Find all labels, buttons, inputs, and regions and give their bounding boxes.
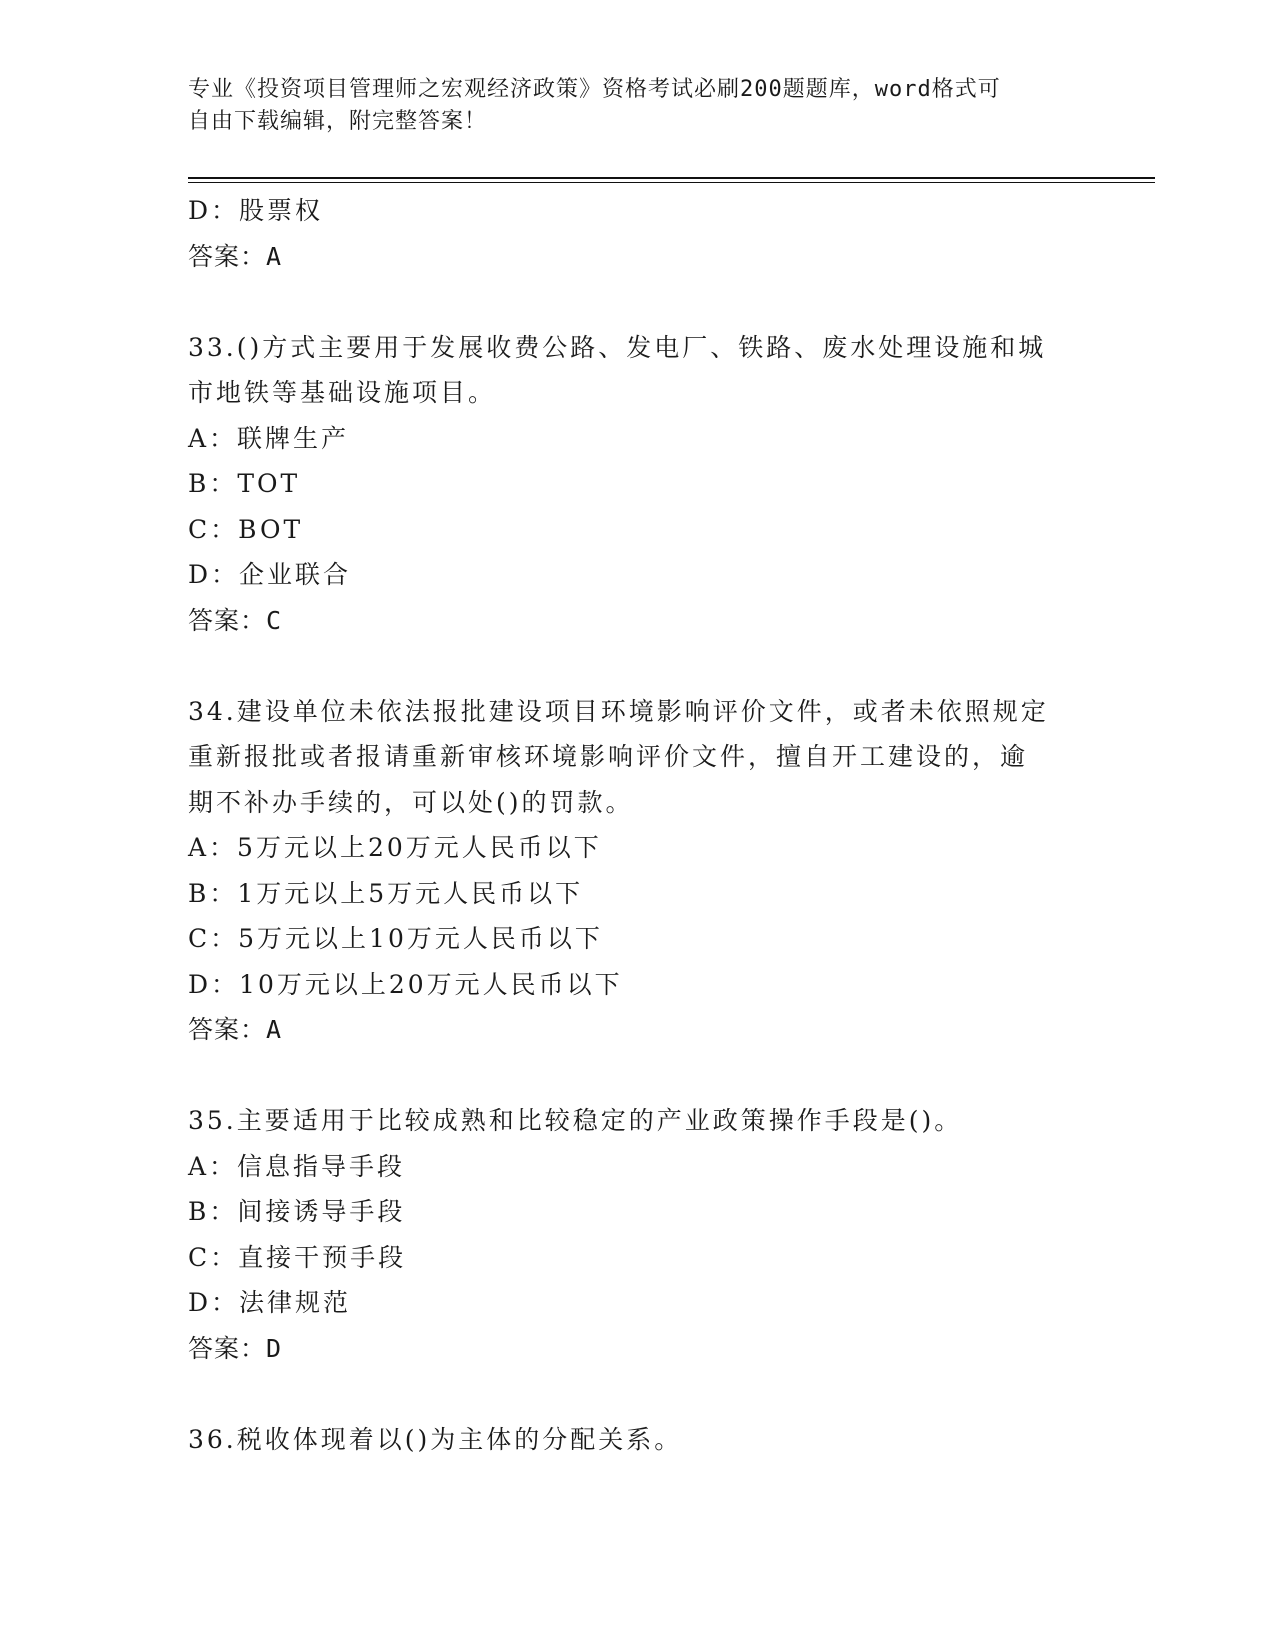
option-c: C：直接干预手段 [188,1242,407,1272]
document-header [188,74,1068,138]
spacer [188,279,1088,325]
option-a: A：信息指导手段 [188,1151,406,1181]
question-stem: 36.税收体现着以()为主体的分配关系。 [188,1424,683,1454]
question-content [188,188,1088,1462]
question-stem: 市地铁等基础设施项目。 [188,378,497,407]
answer: 答案：A [188,241,283,271]
spacer [188,1371,1088,1417]
header-rule-thin [188,182,1155,183]
answer: 答案：A [188,1015,283,1044]
option-c: C：5万元以上10万元人民币以下 [188,924,603,953]
question-stem: 重新报批或者报请重新审核环境影响评价文件，擅自开工建设的，逾 [188,742,1029,771]
answer: 答案：D [188,1333,283,1363]
header-line-1: 专业《投资项目管理师之宏观经济政策》资格考试必刷200题题库，word格式可 [188,77,1001,102]
previous-question-tail [188,188,1088,279]
question-stem: 期不补办手续的，可以处()的罚款。 [188,787,634,817]
option-d: D：法律规范 [188,1288,352,1317]
option-b: B：间接诱导手段 [188,1197,406,1226]
option-b: B：TOT [188,469,301,498]
option-c: C：BOT [188,514,304,544]
option-d: D：10万元以上20万元人民币以下 [188,969,623,999]
question-36 [188,1417,1088,1463]
question-stem: 35.主要适用于比较成熟和比较稳定的产业政策操作手段是()。 [188,1106,963,1135]
question-33 [188,325,1088,644]
header-line-2: 自由下载编辑，附完整答案！ [188,109,488,134]
option-d: D：股票权 [188,196,324,225]
spacer [188,1053,1088,1099]
question-34 [188,689,1088,1053]
option-b: B：1万元以上5万元人民币以下 [188,878,584,908]
option-a: A：5万元以上20万元人民币以下 [188,833,602,862]
question-stem: 34.建设单位未依法报批建设项目环境影响评价文件，或者未依照规定 [188,696,1049,726]
header-rule-thick [188,177,1155,179]
spacer [188,643,1088,689]
question-35 [188,1098,1088,1371]
answer: 答案：C [188,605,283,635]
option-d: D：企业联合 [188,560,352,589]
option-a: A：联牌生产 [188,423,350,453]
question-stem: 33.()方式主要用于发展收费公路、发电厂、铁路、废水处理设施和城 [188,332,1047,362]
